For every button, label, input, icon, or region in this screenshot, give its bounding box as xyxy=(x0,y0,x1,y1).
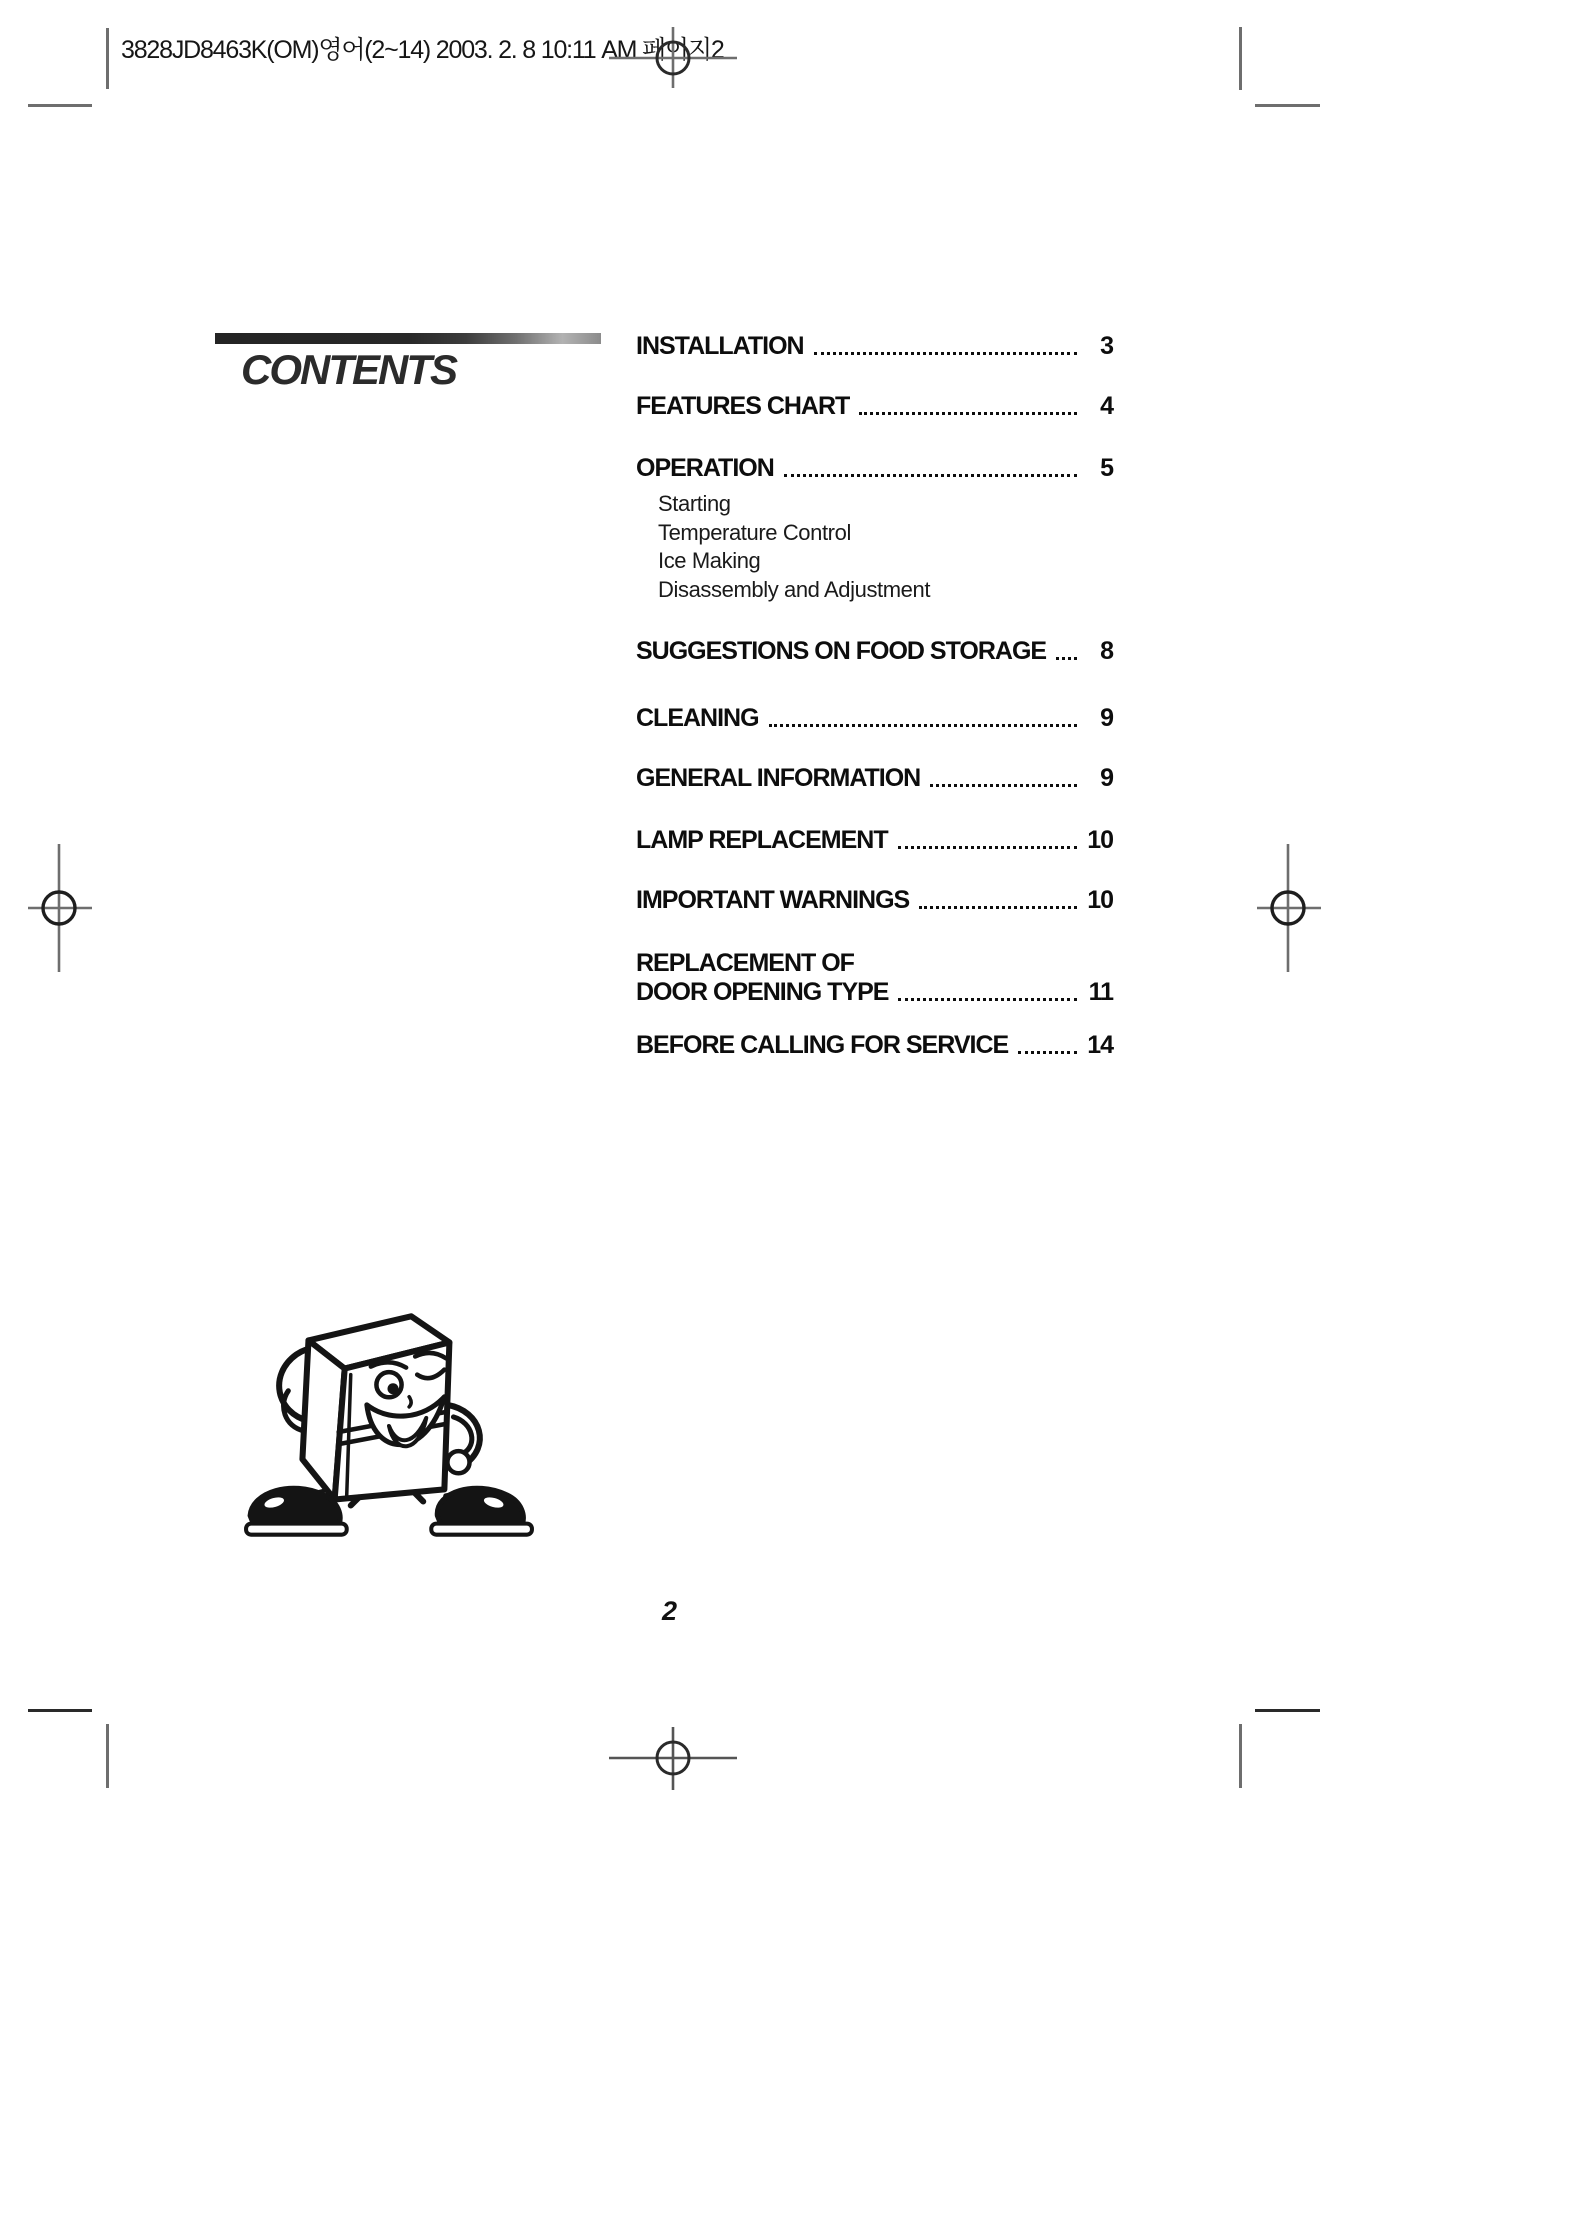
toc-entry-label: INSTALLATION xyxy=(636,332,804,360)
toc-entry-page: 11 xyxy=(1088,978,1113,1006)
page-number: 2 xyxy=(662,1596,678,1626)
table-of-contents xyxy=(636,0,1113,1120)
toc-entry-installation xyxy=(636,332,1113,361)
toc-entry-page: 4 xyxy=(1100,392,1113,420)
dot-leader xyxy=(919,906,1077,909)
toc-entry-general-information xyxy=(636,764,1113,793)
toc-entry-features-chart xyxy=(636,392,1113,421)
toc-subitem: Ice Making xyxy=(658,548,761,574)
toc-entry-before-calling-service xyxy=(636,1031,1113,1060)
registration-mark-right-middle xyxy=(1224,844,1352,972)
toc-entry-label: OPERATION xyxy=(636,454,774,482)
toc-entry-label: GENERAL INFORMATION xyxy=(636,764,921,792)
toc-entry-lamp-replacement xyxy=(636,826,1113,855)
registration-mark-bottom-center xyxy=(609,1694,737,1822)
dot-leader xyxy=(898,998,1077,1001)
registration-mark-left-middle xyxy=(0,844,123,972)
toc-entry-label-line2: DOOR OPENING TYPE xyxy=(636,978,889,1006)
toc-operation-subitems xyxy=(658,490,930,604)
dot-leader xyxy=(814,352,1077,355)
crop-mark-top-right-vertical xyxy=(1239,27,1242,90)
crop-mark-bottom-right-horizontal xyxy=(1255,1709,1320,1712)
crop-mark-bottom-left-horizontal xyxy=(28,1709,92,1712)
dot-leader xyxy=(769,724,1077,727)
toc-entry-page: 9 xyxy=(1100,704,1113,732)
print-header-meta: 3828JD8463K(OM)영어(2~14) 2003. 2. 8 10:11 AM 페이지2 xyxy=(121,36,724,64)
toc-subitem: Starting xyxy=(658,491,731,516)
crop-mark-top-left-horizontal xyxy=(28,104,92,107)
toc-entry-food-storage xyxy=(636,637,1113,666)
crop-mark-top-left-vertical xyxy=(106,28,109,89)
toc-entry-label: FEATURES CHART xyxy=(636,392,850,420)
toc-entry-label: SUGGESTIONS ON FOOD STORAGE xyxy=(636,637,1047,665)
toc-entry-label: IMPORTANT WARNINGS xyxy=(636,886,910,914)
crop-mark-top-right-horizontal xyxy=(1255,104,1320,107)
dot-leader xyxy=(1018,1051,1077,1054)
toc-entry-label: BEFORE CALLING FOR SERVICE xyxy=(636,1031,1009,1059)
toc-entry-operation xyxy=(636,454,1113,483)
toc-subitem: Disassembly and Adjustment xyxy=(658,576,931,602)
toc-subitem: Temperature Control xyxy=(658,519,851,545)
toc-entry-page: 3 xyxy=(1100,332,1113,360)
toc-entry-cleaning xyxy=(636,704,1113,733)
dot-leader xyxy=(859,412,1077,415)
toc-entry-page: 5 xyxy=(1100,454,1113,482)
crop-mark-bottom-left-vertical xyxy=(106,1724,109,1788)
toc-entry-page: 8 xyxy=(1100,637,1113,665)
toc-entry-page: 10 xyxy=(1087,886,1113,914)
dot-leader xyxy=(1056,657,1077,660)
toc-entry-door-opening-type xyxy=(636,949,1113,1007)
crop-mark-bottom-right-vertical xyxy=(1239,1724,1242,1788)
dot-leader xyxy=(784,474,1077,477)
toc-entry-important-warnings xyxy=(636,886,1113,915)
toc-entry-label: CLEANING xyxy=(636,704,759,732)
fridge-mascot-illustration xyxy=(238,1298,540,1560)
contents-accent-bar xyxy=(215,333,601,344)
toc-entry-page: 14 xyxy=(1087,1031,1113,1059)
dot-leader xyxy=(930,784,1077,787)
page-title: CONTENTS xyxy=(241,346,456,393)
toc-entry-label-line1: REPLACEMENT OF xyxy=(636,949,854,977)
toc-entry-page: 10 xyxy=(1087,826,1113,854)
dot-leader xyxy=(898,846,1077,849)
toc-entry-label: LAMP REPLACEMENT xyxy=(636,826,888,854)
toc-entry-page: 9 xyxy=(1100,764,1113,792)
